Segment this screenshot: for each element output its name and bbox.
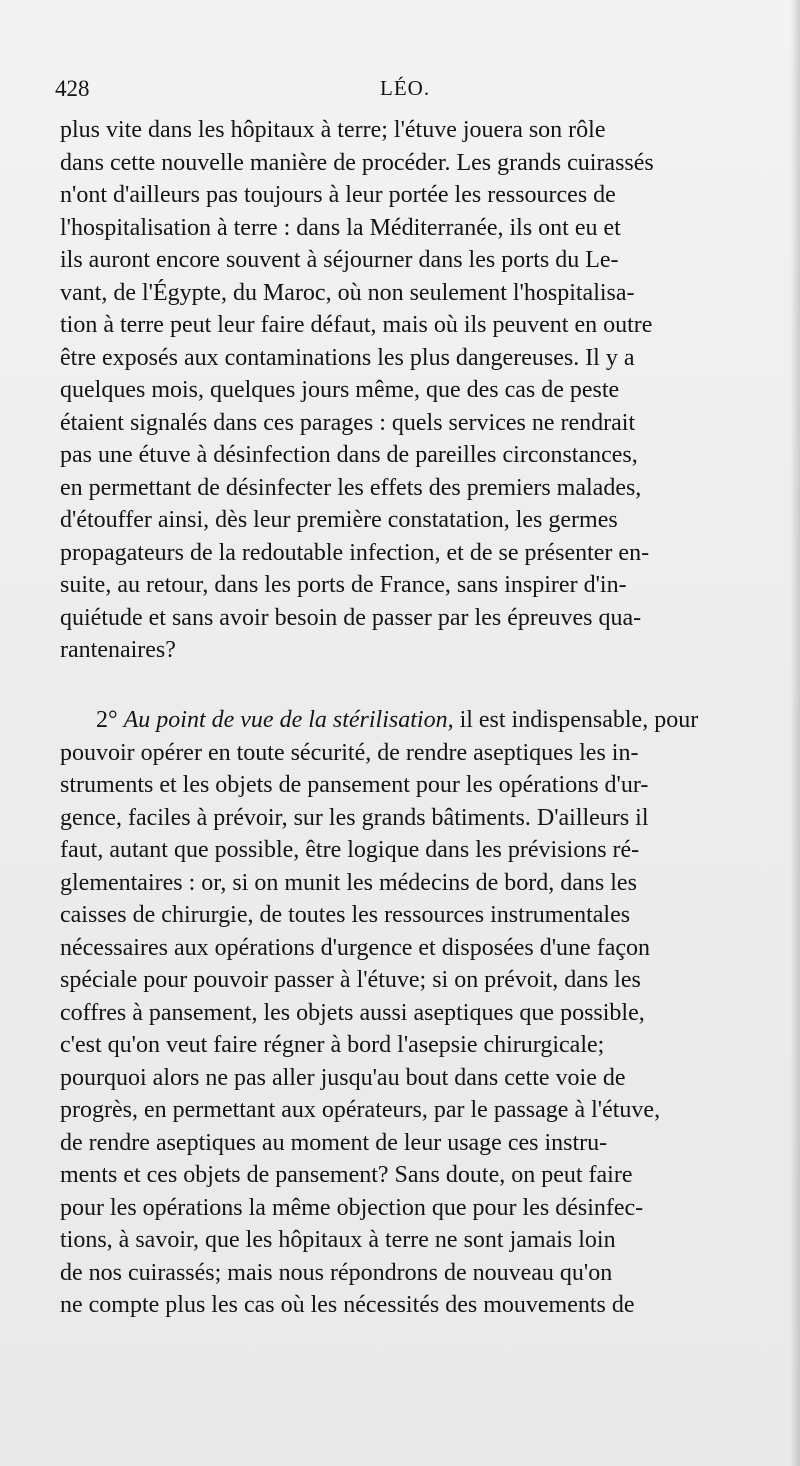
section-heading: Au point de vue de la stérilisation [123,707,448,733]
text-line: d'étouffer ainsi, dès leur première constatation, les germes [60,507,618,533]
text-line: faut, autant que possible, être logique dans les prévisions ré- [60,837,640,863]
paragraph-first-line [60,704,760,737]
section-number: 2° [96,707,118,733]
text-line: propagateurs de la redoutable infection, et de se présenter en- [60,539,650,566]
text-line: de nos cuirassés; mais nous répondrons de nouveau qu'on [60,1259,613,1286]
text-line: tions, à savoir, que les hôpitaux à terre ne sont jamais loin [60,1227,616,1253]
text-line: tion à terre peut leur faire défaut, mais où ils peuvent en outre [60,312,653,338]
text-line: pas une étuve à désinfection dans de pareilles circonstances, [60,442,638,468]
text-line: en permettant de désinfecter les effets des premiers malades, [60,474,642,501]
text-line: vant, de l'Égypte, du Maroc, où non seulement l'hospitalisa- [60,279,635,306]
running-head: LÉO. [380,76,431,100]
text-line: pouvoir opérer en toute sécurité, de rendre aseptiques les in- [60,739,639,766]
text-line: nécessaires aux opérations d'urgence et disposées d'une façon [60,934,650,961]
text-line: spéciale pour pouvoir passer à l'étuve; si on prévoit, dans les [60,967,641,993]
text-fragment: , il est indispensable, pour [447,707,699,733]
page-number: 428 [55,76,90,101]
paragraph-1 [60,114,760,667]
text-line: coffres à pansement, les objets aussi aseptiques que possible, [60,999,645,1026]
text-line: dans cette nouvelle manière de procéder. Les grands cuirassés [60,149,654,176]
text-line: ments et ces objets de pansement? Sans doute, on peut faire [60,1162,633,1188]
text-line: rantenaires? [60,637,176,663]
text-line: plus vite dans les hôpitaux à terre; l'étuve jouera son rôle [60,117,606,143]
text-line: suite, au retour, dans les ports de France, sans inspirer d'in- [60,572,627,598]
text-line: n'ont d'ailleurs pas toujours à leur portée les ressources de [60,182,616,208]
text-line: pour les opérations la même objection que pour les désinfec- [60,1194,644,1221]
page-edge-shadow [790,0,800,1466]
text-line: struments et les objets de pansement pour les opérations d'ur- [60,772,649,798]
text-line: gence, faciles à prévoir, sur les grands bâtiments. D'ailleurs il [60,804,649,831]
page-header [55,76,745,106]
text-line: être exposés aux contaminations les plus dangereuses. Il y a [60,344,635,371]
text-line: glementaires : or, si on munit les médecins de bord, dans les [60,869,637,896]
text-line: progrès, en permettant aux opérateurs, par le passage à l'étuve, [60,1097,661,1123]
text-line: l'hospitalisation à terre : dans la Méditerranée, ils ont eu et [60,214,621,241]
text-line: ils auront encore souvent à séjourner dans les ports du Le- [60,247,619,273]
text-line: pourquoi alors ne pas aller jusqu'au bout dans cette voie de [60,1064,626,1091]
paragraph-2 [60,704,760,1322]
text-line: c'est qu'on veut faire régner à bord l'asepsie chirurgicale; [60,1032,605,1058]
text-line: quiétude et sans avoir besoin de passer par les épreuves qua- [60,604,642,631]
text-line: quelques mois, quelques jours même, que des cas de peste [60,377,620,403]
text-line: étaient signalés dans ces parages : quels services ne rendrait [60,409,636,436]
text-line: de rendre aseptiques au moment de leur usage ces instru- [60,1129,608,1156]
text-line: ne compte plus les cas où les nécessités des mouvements de [60,1292,635,1318]
text-line: caisses de chirurgie, de toutes les ressources instrumentales [60,902,631,928]
